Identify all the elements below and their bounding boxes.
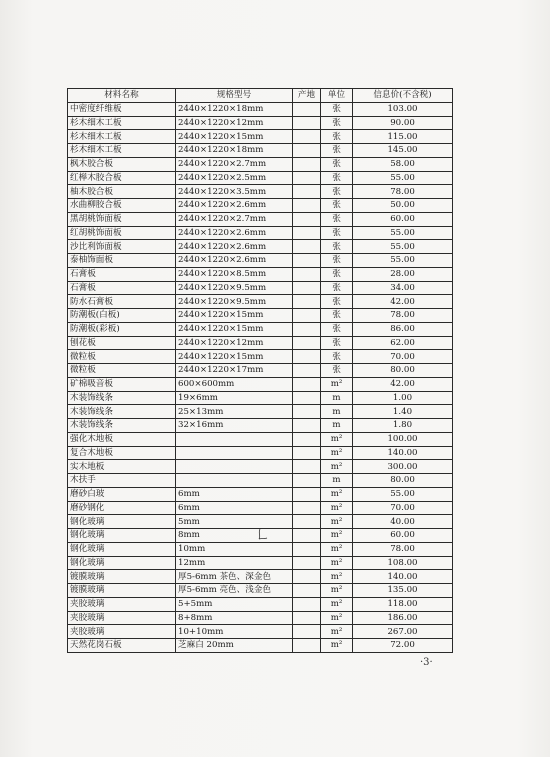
cell-price: 145.00 bbox=[353, 144, 453, 158]
cell-unit: m² bbox=[321, 446, 353, 460]
cell-origin bbox=[293, 309, 321, 323]
cell-unit: 张 bbox=[321, 185, 353, 199]
cell-origin bbox=[293, 377, 321, 391]
cell-origin bbox=[293, 446, 321, 460]
cell-spec: 6mm bbox=[176, 487, 293, 501]
cell-spec bbox=[176, 474, 293, 488]
cell-material-name: 夹胶玻璃 bbox=[68, 625, 176, 639]
cell-unit: m² bbox=[321, 501, 353, 515]
cell-price: 135.00 bbox=[353, 584, 453, 598]
cell-unit: 张 bbox=[321, 267, 353, 281]
table-row bbox=[68, 171, 453, 185]
cell-unit: 张 bbox=[321, 364, 353, 378]
cell-origin bbox=[293, 171, 321, 185]
cell-spec: 芝麻白 20mm bbox=[176, 639, 293, 653]
cell-price: 55.00 bbox=[353, 226, 453, 240]
cell-unit: m² bbox=[321, 529, 353, 543]
cell-price: 140.00 bbox=[353, 446, 453, 460]
cell-unit: m² bbox=[321, 515, 353, 529]
header-spec: 规格型号 bbox=[176, 89, 293, 103]
cell-material-name: 矿棉吸音板 bbox=[68, 377, 176, 391]
cell-spec: 5mm bbox=[176, 515, 293, 529]
cell-origin bbox=[293, 611, 321, 625]
cell-spec: 2440×1220×2.6mm bbox=[176, 199, 293, 213]
cell-price: 55.00 bbox=[353, 240, 453, 254]
cell-price: 267.00 bbox=[353, 625, 453, 639]
table-row bbox=[68, 364, 453, 378]
table-row bbox=[68, 419, 453, 433]
cell-unit: 张 bbox=[321, 102, 353, 116]
cell-unit: m² bbox=[321, 570, 353, 584]
table-row bbox=[68, 157, 453, 171]
cell-spec: 32×16mm bbox=[176, 419, 293, 433]
cell-spec: 600×600mm bbox=[176, 377, 293, 391]
header-price: 信息价(不含税) bbox=[353, 89, 453, 103]
table-row bbox=[68, 267, 453, 281]
cell-origin bbox=[293, 254, 321, 268]
table-row bbox=[68, 432, 453, 446]
table-row bbox=[68, 570, 453, 584]
table-row bbox=[68, 130, 453, 144]
cell-spec bbox=[176, 446, 293, 460]
cell-unit: 张 bbox=[321, 212, 353, 226]
cell-spec: 厚5-6mm 亮色、浅金色 bbox=[176, 584, 293, 598]
cell-unit: m bbox=[321, 419, 353, 433]
cell-material-name: 红榉木胶合板 bbox=[68, 171, 176, 185]
cell-unit: m² bbox=[321, 542, 353, 556]
cell-origin bbox=[293, 185, 321, 199]
cell-price: 115.00 bbox=[353, 130, 453, 144]
cell-unit: m² bbox=[321, 625, 353, 639]
cell-origin bbox=[293, 405, 321, 419]
cell-material-name: 枫木胶合板 bbox=[68, 157, 176, 171]
cell-material-name: 杉木细木工板 bbox=[68, 130, 176, 144]
cell-unit: 张 bbox=[321, 254, 353, 268]
cell-origin bbox=[293, 322, 321, 336]
table-row bbox=[68, 102, 453, 116]
cell-material-name: 磨砂钢化 bbox=[68, 501, 176, 515]
cell-origin bbox=[293, 501, 321, 515]
cell-spec bbox=[176, 432, 293, 446]
cell-price: 62.00 bbox=[353, 336, 453, 350]
cell-origin bbox=[293, 116, 321, 130]
cell-spec: 6mm bbox=[176, 501, 293, 515]
cell-spec: 2440×1220×2.6mm bbox=[176, 240, 293, 254]
cell-material-name: 泰柚饰面板 bbox=[68, 254, 176, 268]
cell-price: 80.00 bbox=[353, 474, 453, 488]
cell-material-name: 杉木细木工板 bbox=[68, 116, 176, 130]
cell-spec: 10+10mm bbox=[176, 625, 293, 639]
cell-spec: 2440×1220×9.5mm bbox=[176, 281, 293, 295]
cell-unit: m² bbox=[321, 432, 353, 446]
table-row bbox=[68, 597, 453, 611]
cell-spec: 2440×1220×9.5mm bbox=[176, 295, 293, 309]
cell-unit: 张 bbox=[321, 350, 353, 364]
cell-origin bbox=[293, 336, 321, 350]
cell-spec: 2440×1220×12mm bbox=[176, 116, 293, 130]
cell-origin bbox=[293, 597, 321, 611]
cell-origin bbox=[293, 130, 321, 144]
cell-spec: 10mm bbox=[176, 542, 293, 556]
cell-unit: m² bbox=[321, 611, 353, 625]
cell-origin bbox=[293, 584, 321, 598]
cell-price: 42.00 bbox=[353, 295, 453, 309]
cell-material-name: 沙比利饰面板 bbox=[68, 240, 176, 254]
table-row bbox=[68, 474, 453, 488]
cell-material-name: 石膏板 bbox=[68, 281, 176, 295]
cell-origin bbox=[293, 281, 321, 295]
cell-price: 50.00 bbox=[353, 199, 453, 213]
table-row bbox=[68, 185, 453, 199]
cell-unit: m² bbox=[321, 597, 353, 611]
cell-origin bbox=[293, 391, 321, 405]
table-body bbox=[68, 102, 453, 652]
cell-material-name: 钢化玻璃 bbox=[68, 556, 176, 570]
table-row bbox=[68, 254, 453, 268]
cell-origin bbox=[293, 529, 321, 543]
table-row bbox=[68, 281, 453, 295]
cell-price: 72.00 bbox=[353, 639, 453, 653]
cell-material-name: 防水石膏板 bbox=[68, 295, 176, 309]
page-number: ·3· bbox=[420, 657, 433, 668]
cell-spec: 2440×1220×15mm bbox=[176, 350, 293, 364]
cell-material-name: 石膏板 bbox=[68, 267, 176, 281]
table-row bbox=[68, 625, 453, 639]
cell-spec: 19×6mm bbox=[176, 391, 293, 405]
cell-price: 108.00 bbox=[353, 556, 453, 570]
cell-origin bbox=[293, 556, 321, 570]
cell-spec: 25×13mm bbox=[176, 405, 293, 419]
cell-unit: 张 bbox=[321, 130, 353, 144]
cell-price: 55.00 bbox=[353, 254, 453, 268]
cell-unit: 张 bbox=[321, 295, 353, 309]
cell-spec bbox=[176, 460, 293, 474]
cell-material-name: 微粒板 bbox=[68, 350, 176, 364]
cell-spec: 2440×1220×3.5mm bbox=[176, 185, 293, 199]
cell-price: 28.00 bbox=[353, 267, 453, 281]
cell-material-name: 杉木细木工板 bbox=[68, 144, 176, 158]
cell-spec: 2440×1220×17mm bbox=[176, 364, 293, 378]
cell-origin bbox=[293, 432, 321, 446]
cell-unit: m² bbox=[321, 584, 353, 598]
cell-unit: 张 bbox=[321, 116, 353, 130]
cell-spec: 2440×1220×8.5mm bbox=[176, 267, 293, 281]
cell-origin bbox=[293, 144, 321, 158]
table-row bbox=[68, 199, 453, 213]
cell-price: 60.00 bbox=[353, 212, 453, 226]
cell-price: 40.00 bbox=[353, 515, 453, 529]
cell-spec: 2440×1220×2.7mm bbox=[176, 157, 293, 171]
cell-spec: 8mm bbox=[176, 529, 293, 543]
cell-origin bbox=[293, 487, 321, 501]
cell-unit: m² bbox=[321, 487, 353, 501]
cell-material-name: 防潮板(彩板) bbox=[68, 322, 176, 336]
cell-origin bbox=[293, 460, 321, 474]
table-row bbox=[68, 460, 453, 474]
cell-material-name: 木扶手 bbox=[68, 474, 176, 488]
cell-price: 1.80 bbox=[353, 419, 453, 433]
table-row bbox=[68, 377, 453, 391]
cell-spec: 2440×1220×2.5mm bbox=[176, 171, 293, 185]
cell-origin bbox=[293, 625, 321, 639]
cell-spec: 2440×1220×18mm bbox=[176, 144, 293, 158]
cell-origin bbox=[293, 474, 321, 488]
cell-material-name: 强化木地板 bbox=[68, 432, 176, 446]
cell-material-name: 红胡桃饰面板 bbox=[68, 226, 176, 240]
handwritten-tick-mark bbox=[256, 527, 270, 541]
cell-origin bbox=[293, 364, 321, 378]
table-row bbox=[68, 226, 453, 240]
table-row bbox=[68, 336, 453, 350]
cell-price: 60.00 bbox=[353, 529, 453, 543]
cell-unit: 张 bbox=[321, 171, 353, 185]
cell-price: 186.00 bbox=[353, 611, 453, 625]
cell-material-name: 微粒板 bbox=[68, 364, 176, 378]
cell-origin bbox=[293, 199, 321, 213]
cell-price: 78.00 bbox=[353, 185, 453, 199]
table-row bbox=[68, 144, 453, 158]
cell-unit: 张 bbox=[321, 336, 353, 350]
cell-origin bbox=[293, 639, 321, 653]
cell-material-name: 实木地板 bbox=[68, 460, 176, 474]
cell-material-name: 柚木胶合板 bbox=[68, 185, 176, 199]
cell-price: 55.00 bbox=[353, 171, 453, 185]
cell-price: 86.00 bbox=[353, 322, 453, 336]
cell-price: 118.00 bbox=[353, 597, 453, 611]
cell-unit: 张 bbox=[321, 144, 353, 158]
cell-material-name: 钢化玻璃 bbox=[68, 529, 176, 543]
cell-unit: 张 bbox=[321, 309, 353, 323]
cell-price: 1.40 bbox=[353, 405, 453, 419]
cell-price: 42.00 bbox=[353, 377, 453, 391]
price-table bbox=[67, 88, 453, 653]
cell-price: 70.00 bbox=[353, 350, 453, 364]
table-row bbox=[68, 501, 453, 515]
table-row bbox=[68, 295, 453, 309]
table-row bbox=[68, 542, 453, 556]
cell-price: 70.00 bbox=[353, 501, 453, 515]
cell-spec: 2440×1220×2.6mm bbox=[176, 254, 293, 268]
cell-spec: 2440×1220×15mm bbox=[176, 130, 293, 144]
cell-price: 80.00 bbox=[353, 364, 453, 378]
cell-spec: 2440×1220×2.7mm bbox=[176, 212, 293, 226]
table-row bbox=[68, 391, 453, 405]
cell-material-name: 磨砂白玻 bbox=[68, 487, 176, 501]
table-row bbox=[68, 584, 453, 598]
cell-spec: 2440×1220×15mm bbox=[176, 322, 293, 336]
cell-material-name: 钢化玻璃 bbox=[68, 515, 176, 529]
cell-unit: 张 bbox=[321, 226, 353, 240]
cell-spec: 2440×1220×15mm bbox=[176, 309, 293, 323]
header-origin: 产地 bbox=[293, 89, 321, 103]
cell-price: 55.00 bbox=[353, 487, 453, 501]
table-row bbox=[68, 487, 453, 501]
cell-spec: 8+8mm bbox=[176, 611, 293, 625]
cell-price: 78.00 bbox=[353, 542, 453, 556]
cell-origin bbox=[293, 212, 321, 226]
cell-material-name: 镀膜玻璃 bbox=[68, 570, 176, 584]
cell-unit: m² bbox=[321, 377, 353, 391]
table-header-row bbox=[68, 89, 453, 103]
cell-spec: 2440×1220×12mm bbox=[176, 336, 293, 350]
cell-origin bbox=[293, 515, 321, 529]
table-row bbox=[68, 309, 453, 323]
cell-unit: m bbox=[321, 474, 353, 488]
cell-price: 58.00 bbox=[353, 157, 453, 171]
cell-spec: 5+5mm bbox=[176, 597, 293, 611]
cell-price: 140.00 bbox=[353, 570, 453, 584]
cell-origin bbox=[293, 102, 321, 116]
cell-unit: m bbox=[321, 391, 353, 405]
table-row bbox=[68, 350, 453, 364]
table-row bbox=[68, 240, 453, 254]
cell-material-name: 刨花板 bbox=[68, 336, 176, 350]
table-row bbox=[68, 405, 453, 419]
cell-spec: 厚5-6mm 茶色、深金色 bbox=[176, 570, 293, 584]
cell-unit: 张 bbox=[321, 281, 353, 295]
table-row bbox=[68, 446, 453, 460]
cell-origin bbox=[293, 542, 321, 556]
cell-price: 300.00 bbox=[353, 460, 453, 474]
table-row bbox=[68, 322, 453, 336]
cell-material-name: 天然花岗石板 bbox=[68, 639, 176, 653]
cell-unit: 张 bbox=[321, 199, 353, 213]
cell-spec: 2440×1220×18mm bbox=[176, 102, 293, 116]
cell-unit: m² bbox=[321, 556, 353, 570]
cell-material-name: 钢化玻璃 bbox=[68, 542, 176, 556]
cell-spec: 2440×1220×2.6mm bbox=[176, 226, 293, 240]
table-row bbox=[68, 116, 453, 130]
cell-origin bbox=[293, 419, 321, 433]
header-material-name: 材料名称 bbox=[68, 89, 176, 103]
cell-material-name: 木装饰线条 bbox=[68, 405, 176, 419]
cell-unit: 张 bbox=[321, 157, 353, 171]
table-row bbox=[68, 611, 453, 625]
cell-origin bbox=[293, 295, 321, 309]
cell-origin bbox=[293, 570, 321, 584]
cell-origin bbox=[293, 226, 321, 240]
cell-price: 90.00 bbox=[353, 116, 453, 130]
cell-price: 103.00 bbox=[353, 102, 453, 116]
header-unit: 单位 bbox=[321, 89, 353, 103]
cell-origin bbox=[293, 240, 321, 254]
cell-unit: 张 bbox=[321, 240, 353, 254]
cell-material-name: 中密度纤维板 bbox=[68, 102, 176, 116]
cell-origin bbox=[293, 350, 321, 364]
cell-price: 1.00 bbox=[353, 391, 453, 405]
cell-material-name: 复合木地板 bbox=[68, 446, 176, 460]
cell-unit: 张 bbox=[321, 322, 353, 336]
cell-material-name: 木装饰线条 bbox=[68, 419, 176, 433]
cell-material-name: 黑胡桃饰面板 bbox=[68, 212, 176, 226]
cell-unit: m² bbox=[321, 460, 353, 474]
cell-price: 34.00 bbox=[353, 281, 453, 295]
cell-origin bbox=[293, 267, 321, 281]
cell-price: 100.00 bbox=[353, 432, 453, 446]
cell-unit: m² bbox=[321, 639, 353, 653]
cell-material-name: 夹胶玻璃 bbox=[68, 611, 176, 625]
table-row bbox=[68, 639, 453, 653]
cell-spec: 12mm bbox=[176, 556, 293, 570]
cell-material-name: 镀膜玻璃 bbox=[68, 584, 176, 598]
cell-material-name: 防潮板(白板) bbox=[68, 309, 176, 323]
cell-material-name: 水曲柳胶合板 bbox=[68, 199, 176, 213]
table-row bbox=[68, 212, 453, 226]
cell-material-name: 夹胶玻璃 bbox=[68, 597, 176, 611]
cell-material-name: 木装饰线条 bbox=[68, 391, 176, 405]
table-row bbox=[68, 556, 453, 570]
cell-price: 78.00 bbox=[353, 309, 453, 323]
cell-unit: m bbox=[321, 405, 353, 419]
cell-origin bbox=[293, 157, 321, 171]
